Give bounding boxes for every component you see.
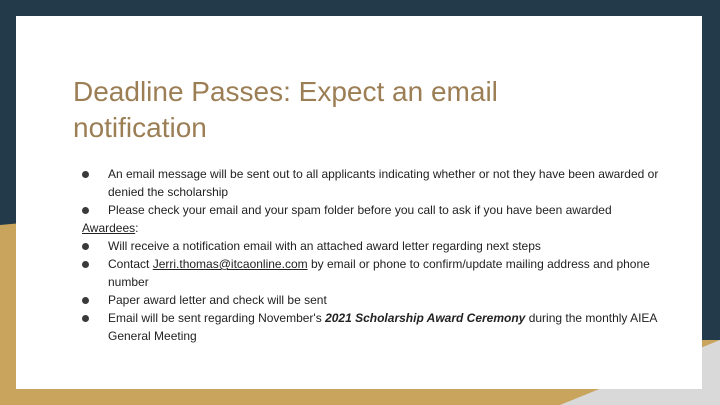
awardees-label: Awardees — [82, 221, 136, 235]
bullet-text: Please check your email and your spam folder before you call to ask if you have been awarded — [108, 203, 612, 217]
slide-title: Deadline Passes: Expect an email notification — [73, 76, 498, 143]
awardees-heading — [82, 219, 662, 237]
ceremony-emphasis: 2021 Scholarship Award Ceremony — [325, 311, 526, 325]
bullet-text-suffix: during the monthly AIEA General Meeting — [108, 311, 657, 343]
bullet-dot-icon — [82, 261, 89, 268]
bullet-item — [82, 165, 662, 201]
bullet-item — [82, 309, 662, 345]
bullet-item — [82, 201, 662, 219]
bullet-dot-icon — [82, 297, 89, 304]
bullet-dot-icon — [82, 315, 89, 322]
slide-card — [16, 16, 702, 389]
slide-content — [82, 165, 662, 345]
bullet-text: Will receive a notification email with an attached award letter regarding next steps — [108, 239, 541, 253]
contact-email-link[interactable]: Jerri.thomas@itcaonline.com — [152, 257, 308, 271]
bullet-text: Paper award letter and check will be sent — [108, 293, 327, 307]
bullet-text-prefix: Contact — [108, 257, 153, 271]
bullet-text-suffix: by email or phone to confirm/update mailing address and phone number — [108, 257, 650, 289]
bullet-dot-icon — [82, 171, 89, 178]
bullet-dot-icon — [82, 207, 89, 214]
bullet-dot-icon — [82, 243, 89, 250]
bullet-item — [82, 291, 662, 309]
bullet-text: An email message will be sent out to all applicants indicating whether or not they have been awarded or denied the scholarship — [108, 167, 659, 199]
bullet-item — [82, 255, 662, 291]
bullet-item — [82, 237, 662, 255]
awardees-colon: : — [135, 221, 139, 235]
bullet-text-prefix: Email will be sent regarding November's — [108, 311, 326, 325]
